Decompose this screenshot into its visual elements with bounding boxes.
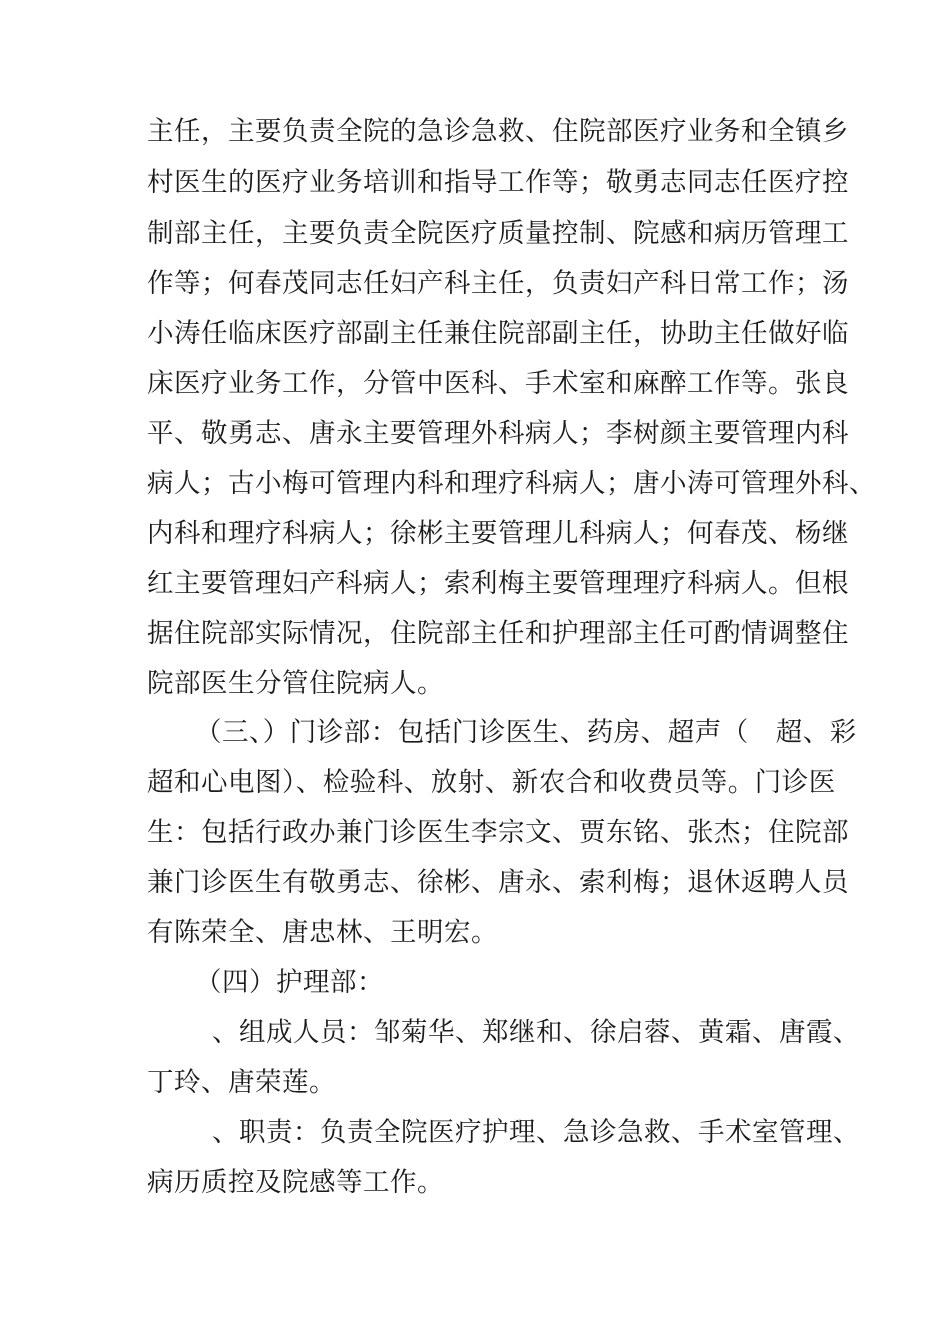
text-line: 、组成人员：邹菊华、郑继和、徐启蓉、黄霜、唐霞、 bbox=[212, 1017, 860, 1048]
text-line: 病人；古小梅可管理内科和理疗科病人；唐小涛可管理外科、 bbox=[147, 468, 876, 499]
text-line: 、职责：负责全院医疗护理、急诊急救、手术室管理、 bbox=[212, 1117, 860, 1148]
text-line: 据住院部实际情况，住院部主任和护理部主任可酌情调整住 bbox=[147, 618, 849, 649]
text-line: 超和心电图）、检验科、放射、新农合和收费员等。门诊医 bbox=[147, 767, 836, 798]
text-line: 丁玲、唐荣莲。 bbox=[147, 1067, 336, 1098]
text-line: 红主要管理妇产科病人；索利梅主要管理理疗科病人。但根 bbox=[147, 568, 849, 599]
text-line: 内科和理疗科病人；徐彬主要管理儿科病人；何春茂、杨继 bbox=[147, 518, 849, 549]
text-line: 制部主任，主要负责全院医疗质量控制、院感和病历管理工 bbox=[147, 218, 849, 249]
text-line: 院部医生分管住院病人。 bbox=[147, 668, 444, 699]
text-line: 病历质控及院感等工作。 bbox=[147, 1167, 444, 1198]
text-line: 有陈荣全、唐忠林、王明宏。 bbox=[147, 917, 498, 948]
text-line: 小涛任临床医疗部副主任兼住院部副主任，协助主任做好临 bbox=[147, 318, 849, 349]
text-line: 作等；何春茂同志任妇产科主任，负责妇产科日常工作；汤 bbox=[147, 268, 849, 299]
text-line: 村医生的医疗业务培训和指导工作等；敬勇志同志任医疗控 bbox=[147, 167, 849, 198]
text-line: 兼门诊医生有敬勇志、徐彬、唐永、索利梅；退休返聘人员 bbox=[147, 867, 849, 898]
text-line: 平、敬勇志、唐永主要管理外科病人；李树颜主要管理内科 bbox=[147, 418, 849, 449]
section-heading-nursing: （四）护理部： bbox=[195, 967, 384, 998]
text-line: 生：包括行政办兼门诊医生李宗文、贾东铭、张杰；住院部 bbox=[147, 817, 849, 848]
section-heading-outpatient: （三、）门诊部：包括门诊医生、药房、超声（ 超、彩 bbox=[195, 717, 857, 748]
text-line: 床医疗业务工作，分管中医科、手术室和麻醉工作等。张良 bbox=[147, 368, 849, 399]
text-line: 主任，主要负责全院的急诊急救、住院部医疗业务和全镇乡 bbox=[147, 116, 849, 147]
